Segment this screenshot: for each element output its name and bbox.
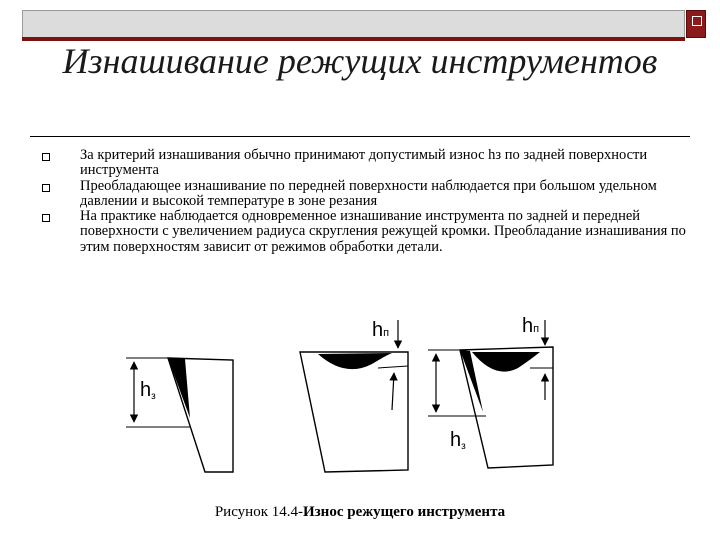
hz-label-1: hз xyxy=(140,379,156,402)
square-bullet-icon xyxy=(42,214,50,222)
tool-wear-figure xyxy=(120,310,580,500)
header-band xyxy=(22,10,685,38)
bullet-text: За критерий изнашивания обычно принимают допустимый износ hз по задней поверхности инструмента xyxy=(80,147,648,179)
square-bullet-icon xyxy=(42,184,50,192)
tool-combined-wear xyxy=(428,315,553,468)
bullet-text: На практике наблюдается одновременное изнашивание инструмента по задней и передней поверхности с увеличением радиуса скругления режущей кромки. Преобладание изнашивания по этим поверхностям зависит от режимов обработки детали. xyxy=(80,208,686,255)
tool-rake-wear xyxy=(300,319,408,472)
caption-prefix: Рисунок 14.4- xyxy=(214,504,303,520)
bullet-list xyxy=(40,148,690,255)
title-divider xyxy=(30,136,690,137)
bullet-text: Преобладающее изнашивание по передней поверхности наблюдается при большом удельном давлении и высокой температуре в зоне резания xyxy=(80,177,657,209)
figure-caption xyxy=(0,504,720,521)
tool-flank-wear xyxy=(126,358,233,472)
bullet-item xyxy=(40,148,690,179)
bullet-item xyxy=(40,209,690,255)
bullet-item xyxy=(40,179,690,210)
slide-title: Изнашивание режущих инструментов xyxy=(62,41,658,81)
hz-label-2: hз xyxy=(450,429,466,452)
caption-title: Износ режущего инструмента xyxy=(302,504,506,520)
corner-square-icon xyxy=(686,10,706,38)
square-bullet-icon xyxy=(42,153,50,161)
hp-label-2: hп xyxy=(522,315,540,337)
hp-label-1: hп xyxy=(372,319,390,341)
